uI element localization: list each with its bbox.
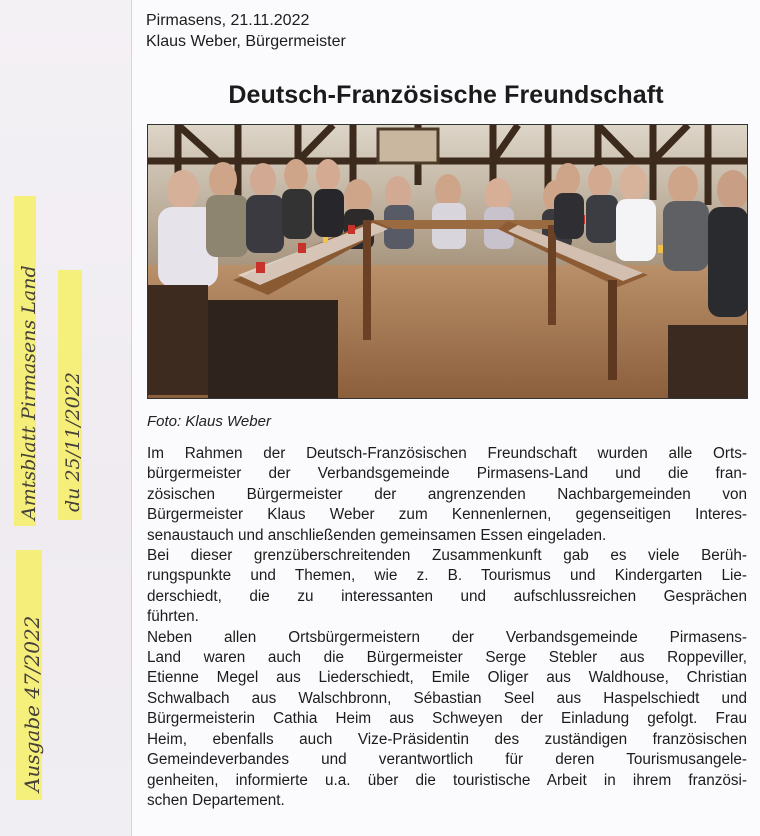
dinner-photo-illustration	[148, 125, 747, 398]
article-line: Bei dieser grenzüberschreitenden Zusammenkunft gab es viele Berüh-	[147, 547, 747, 565]
article-line: Schwalbach aus Walschbronn, Sébastian Seel aus Haspelschiedt und	[147, 689, 747, 707]
article-line: Heim, ebenfalls auch Vize-Präsidentin des zuständigen französischen	[147, 730, 747, 748]
article-line: Im Rahmen der Deutsch-Französischen Freundschaft wurden alle Orts-	[147, 445, 747, 462]
article-line: derschiedt, die zu interessanten und aufschlussreichen Gesprächen	[147, 587, 747, 605]
article-headline: Deutsch-Französische Freundschaft	[228, 81, 664, 109]
dateline-place-date: Pirmasens, 21.11.2022	[146, 12, 310, 29]
dateline-author: Klaus Weber, Bürgermeister	[146, 33, 346, 50]
handwritten-source-note: Amtsblatt Pirmasens Land	[18, 265, 40, 520]
article-line: Bürgermeister Klaus Weber zum Kennenlernen, gegenseitigen Interes-	[147, 506, 747, 524]
article-line: Neben allen Ortsbürgermeistern der Verbandsgemeinde Pirmasens-	[147, 628, 747, 646]
photo-caption: Foto: Klaus Weber	[147, 413, 271, 430]
article-line: senaustauch und anschließenden gemeinsamen Essen eingeladen.	[147, 526, 607, 544]
article-line: Bürgermeisterin Cathia Heim aus Schweyen der Einladung gefolgt. Frau	[147, 710, 747, 728]
article-body	[147, 444, 747, 811]
handwritten-edition-note: Ausgabe 47/2022	[20, 615, 44, 792]
article-line: bürgermeister der Verbandsgemeinde Pirmasens-Land und die fran-	[147, 465, 747, 483]
article-line: Gemeindeverbandes und verantwortlich für deren Tourismusangele-	[147, 751, 747, 769]
article-line: zösischen Bürgermeister der angrenzenden Nachbargemeinden von	[147, 485, 747, 503]
article-line: schen Departement.	[147, 791, 285, 809]
article-line: rungspunkte und Themen, wie z. B. Tourismus und Kindergarten Lie-	[147, 567, 747, 585]
article-line: genheiten, informierte u.a. über die touristische Arbeit in ihrem französi-	[147, 771, 747, 789]
dateline	[146, 10, 346, 52]
article-line: führten.	[147, 608, 199, 626]
article-line: Etienne Megel aus Liederschiedt, Emile Oliger aus Waldhouse, Christian	[147, 669, 747, 687]
handwritten-date-note: du 25/11/2022	[62, 372, 84, 512]
article-line: Land waren auch die Bürgermeister Serge Stebler aus Roppeviller,	[147, 649, 747, 667]
article-photo	[147, 124, 748, 399]
